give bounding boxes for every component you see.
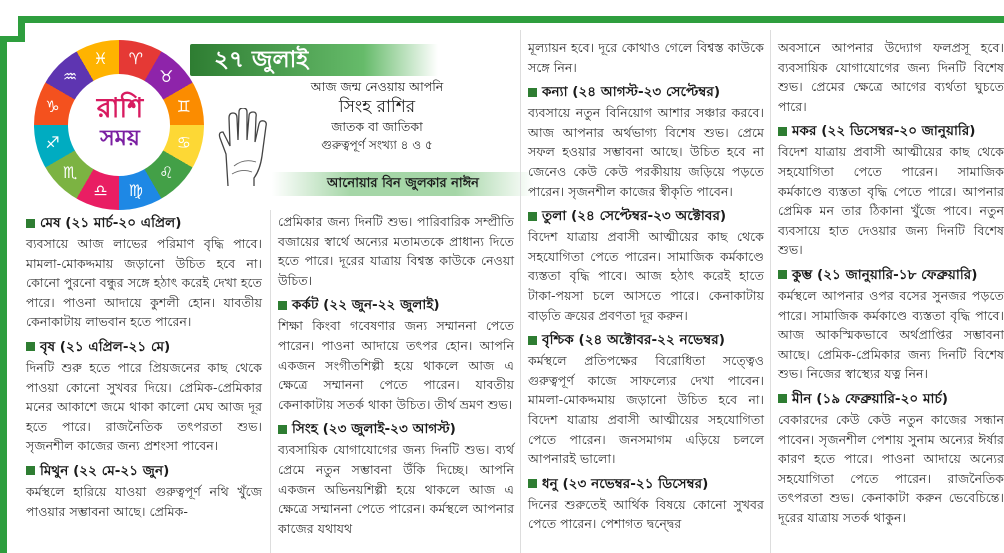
gemini-heading: মিথুন (২২ মে-২১ জুন) (40, 462, 170, 479)
birthday-intro (282, 78, 472, 154)
pisces-forecast: বেকারদের কেউ কেউ নতুন কাজের সন্ধান পাবেন। সৃজনশীল পেশায় সুনাম অন্যের ঈর্ষার কারণ হতে পারে। পাওনা আদায়ে অন্যের সহযোগিতা পেতে পারেন। রাজনৈতিক তৎপরতা শুভ। কেনাকাটা করুন ভেবেচিন্তে। দূরের যাত্রায় সতর্ক থাকুন। (778, 411, 1004, 525)
scorpio-heading: বৃশ্চিক (২৪ অক্টোবর-২২ নভেম্বর) (542, 332, 725, 349)
sagittarius-heading: ধনু (২৩ নভেম্বর-২১ ডিসেম্বর) (542, 475, 709, 492)
square-bullet-icon (278, 301, 287, 310)
virgo-heading: কন্যা (২৪ আগস্ট-২৩ সেপ্টেম্বর) (542, 84, 721, 101)
column-divider (520, 30, 521, 553)
libra-heading: তুলা (২৪ সেপ্টেম্বর-২৩ অক্টোবর) (542, 208, 727, 225)
section-heading (778, 120, 1004, 142)
scorpio-forecast: কর্মস্থলে প্রতিপক্ষের বিরোধিতা সত্ত্বেও গুরুত্বপূর্ণ কাজে সাফল্যের দেখা পাবেন। মামলা-মোকদ্দমায় জড়ানো উচিত হবে না। বিদেশ যাত্রায় প্রবাসী আত্মীয়ের সহযোগিতা পেতে পারেন। জনসমাগম এড়িয়ে চললে আপনারই ভালো। (528, 353, 764, 467)
capricorn-forecast: বিদেশ যাত্রায় প্রবাসী আত্মীয়ের কাছ থেকে সহযোগিতা পেতে পারেন। সামাজিক কর্মকাণ্ডে ব্যস্ততা বৃদ্ধি পেতে পারে। আপনার প্রেমিক মন তার ঠিকানা খুঁজে পাবে। নতুন ব্যবসায়ে হাত দেওয়ার জন্য দিনটি বিশেষ শুভ। (778, 144, 1004, 258)
section-heading (528, 329, 764, 351)
zodiac-sign-icon: ♉ (159, 66, 174, 86)
square-bullet-icon (528, 336, 537, 345)
zodiac-sign-icon: ♌ (159, 163, 174, 183)
intro-sign-name: সিংহ রাশির (338, 97, 416, 117)
palm-hand-icon (214, 108, 272, 188)
date-label: ২৭ জুলাই (214, 47, 309, 73)
gemini-forecast: কর্মস্থলে হারিয়ে যাওয়া গুরুত্বপূর্ণ নথি খুঁজে পাওয়ার সম্ভাবনা আছে। প্রেমিক- (26, 483, 262, 519)
square-bullet-icon (278, 425, 287, 434)
pisces-heading: মীন (১৯ ফেব্রুয়ারি-২০ মার্চ) (792, 390, 949, 407)
author-name: আনোয়ার বিন জুলকার নাঈন (327, 176, 479, 191)
leo-forecast-continued: মূল্যায়ন হবে। দূরে কোথাও গেলে বিশ্বস্ত কাউকে সঙ্গে নিন। (528, 40, 764, 75)
taurus-heading: বৃষ (২১ এপ্রিল-২১ মে) (40, 338, 171, 355)
section-heading (528, 473, 764, 495)
column-divider (270, 210, 271, 553)
column-1 (26, 212, 262, 521)
libra-forecast: বিদেশ যাত্রায় প্রবাসী আত্মীয়ের কাছ থেকে সহযোগিতা পেতে পারেন। সামাজিক কর্মকাণ্ডে ব্যস্ততা বৃদ্ধি পাবে। আজ হঠাৎ করেই হাতে টাকা-পয়সা চলে আসতে পারে। কেনাকাটায় বাড়তি ক্রয়ের প্রবণতা দূর করুন। (528, 229, 764, 323)
zodiac-sign-icon: ♍ (128, 180, 143, 200)
zodiac-sign-icon: ♊ (176, 97, 192, 117)
zodiac-sign-icon: ♑ (45, 97, 60, 117)
intro-lucky-numbers: গুরুত্বপূর্ণ সংখ্যা ৪ ও ৫ (321, 138, 433, 152)
horoscope-header (18, 30, 518, 205)
virgo-forecast: ব্যবসায়ে নতুন বিনিয়োগ আশার সঞ্চার করবে। আজ আপনার অর্থভাগ্য বিশেষ শুভ। প্রেমে সফল হওয়ার সম্ভাবনা আছে। উচিত হবে না জেনেও কেউ কেউ পরকীয়ায় জড়িয়ে পড়তে পারেন। সৃজনশীল কাজের স্বীকৃতি পাবেন। (528, 105, 764, 199)
square-bullet-icon (26, 342, 35, 351)
section-heading (26, 336, 262, 358)
column-3 (528, 38, 764, 534)
square-bullet-icon (528, 88, 537, 97)
zodiac-sign-icon: ♋ (176, 132, 192, 152)
frame-left-border (0, 36, 7, 553)
column-4 (778, 38, 1004, 527)
section-heading (26, 212, 262, 234)
taurus-forecast: দিনটি শুরু হতে পারে প্রিয়জনের কাছ থেকে পাওয়া কোনো সুখবর দিয়ে। প্রেমিক-প্রেমিকার মনের আকাশে জমে থাকা কালো মেঘ আজ দূর হতে পারে। রাজনৈতিক তৎপরতা শুভ। সৃজনশীল কাজের জন্য প্রশংসা পাবেন। (26, 359, 262, 454)
zodiac-sign-icon: ♏ (62, 163, 78, 183)
column-2 (278, 212, 514, 538)
intro-line-3: জাতক বা জাতিকা (331, 119, 423, 134)
section-heading (778, 264, 1004, 286)
section-heading (278, 294, 514, 316)
square-bullet-icon (778, 270, 787, 279)
leo-forecast: ব্যবসায়িক যোগাযোগের জন্য দিনটি শুভ। ব্যর্থ প্রেমে নতুন সম্ভাবনা উঁকি দিচ্ছে। আপনি একজন অভিনয়শিল্পী হয়ে থাকলে আজ এ ক্ষেত্রে সম্মাননা পেতে পারেন। কর্মস্থলে আপনার কাজের যথাযথ (278, 442, 514, 536)
square-bullet-icon (528, 212, 537, 221)
intro-line-1: আজ জন্ম নেওয়ায় আপনি (310, 79, 444, 94)
section-heading (278, 418, 514, 440)
square-bullet-icon (778, 394, 787, 403)
zodiac-sign-icon: ♎ (93, 180, 108, 200)
logo-title-top: রাশি (96, 93, 144, 124)
aquarius-forecast: কর্মস্থলে আপনার ওপর বসের সুনজর পড়তে পারে। সামাজিক কর্মকাণ্ডে ব্যস্ততা বৃদ্ধি পাবে। আজ আকস্মিকভাবে অর্থপ্রাপ্তির সম্ভাবনা আছে। প্রেমিক-প্রেমিকার জন্য দিনটি বিশেষ শুভ। নিজের স্বাস্থ্যের যত্ন নিন। (778, 287, 1004, 382)
section-heading (26, 460, 262, 482)
cancer-forecast: শিক্ষা কিংবা গবেষণার জন্য সম্মাননা পেতে পারেন। পাওনা আদায়ে তৎপর হোন। আপনি একজন সংগীতশিল্পী হয়ে থাকলে আজ এ ক্ষেত্রে সম্মাননা পেতে পারেন। যাবতীয় কেনাকাটায় সতর্ক থাকা উচিত। তীর্থ ভ্রমণ শুভ। (278, 318, 514, 412)
cancer-heading: কর্কট (২২ জুন-২২ জুলাই) (292, 297, 440, 314)
aries-forecast: ব্যবসায়ে আজ লাভের পরিমাণ বৃদ্ধি পাবে। মামলা-মোকদ্দমায় জড়ানো উচিত হবে না। কোনো পুরনো বন্ধুর সঙ্গে হঠাৎ করেই দেখা হতে পারে। পাওনা আদায়ে কুশলী হোন। যাবতীয় কেনাকাটায় লাভবান হতে পারেন। (26, 236, 262, 330)
zodiac-sign-icon: ♐ (45, 132, 60, 152)
column-divider (770, 30, 771, 553)
frame-top-border (18, 16, 1004, 23)
zodiac-wheel-logo (34, 40, 204, 210)
logo-title-bottom: সময় (100, 126, 140, 151)
section-heading (528, 81, 764, 103)
square-bullet-icon (528, 479, 537, 488)
wheel-center (68, 74, 170, 176)
zodiac-sign-icon: ♒ (62, 66, 78, 86)
square-bullet-icon (26, 466, 35, 475)
square-bullet-icon (26, 219, 35, 228)
zodiac-sign-icon: ♓ (93, 49, 108, 69)
leo-heading: সিংহ (২৩ জুলাই-২৩ আগস্ট) (292, 421, 456, 438)
sagittarius-forecast: দিনের শুরুতেই আর্থিক বিষয়ে কোনো সুখবর পেতে পারেন। পেশাগত দ্বন্দ্বের (528, 496, 764, 532)
square-bullet-icon (778, 127, 787, 136)
gemini-forecast-continued: প্রেমিকার জন্য দিনটি শুভ। পারিবারিক সম্প্রীতি বজায়ের স্বার্থে অন্যের মতামতকে প্রাধান্য দিতে হতে পারে। দূরের যাত্রায় বিশ্বস্ত কাউকে নেওয়া উচিত। (278, 214, 514, 288)
section-heading (778, 388, 1004, 410)
zodiac-sign-icon: ♈ (128, 49, 143, 69)
aquarius-heading: কুম্ভ (২১ জানুয়ারি-১৮ ফেব্রুয়ারি) (792, 266, 978, 283)
capricorn-heading: মকর (২২ ডিসেম্বর-২০ জানুয়ারি) (792, 123, 976, 140)
sagittarius-forecast-continued: অবসানে আপনার উদ্যোগ ফলপ্রসূ হবে। ব্যবসায়িক যোগাযোগের জন্য দিনটি বিশেষ শুভ। প্রেমের ক্ষেত্রে আগের ব্যর্থতা ঘুচতে পারে। (778, 40, 1004, 114)
section-heading (528, 205, 764, 227)
aries-heading: মেষ (২১ মার্চ-২০ এপ্রিল) (40, 215, 182, 231)
